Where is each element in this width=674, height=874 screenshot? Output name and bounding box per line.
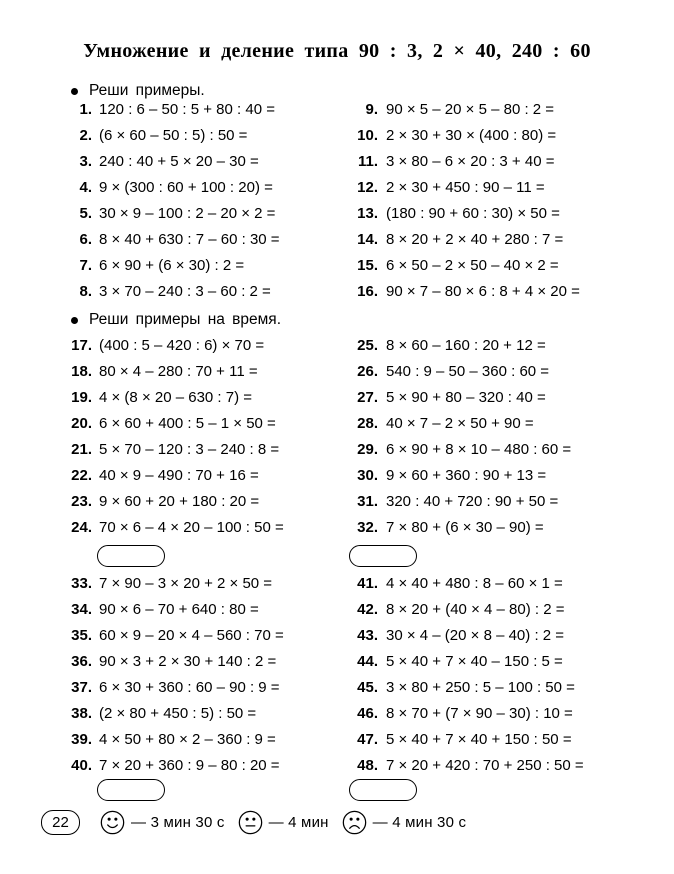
problem-number: 10.	[357, 127, 378, 144]
problem-row	[337, 97, 634, 123]
problem-number: 1.	[79, 101, 92, 118]
problem-expression: 320 : 40 + 720 : 90 + 50 =	[386, 493, 559, 510]
legend-item	[238, 810, 329, 835]
problem-row	[337, 515, 634, 541]
problem-expression: 5 × 70 – 120 : 3 – 240 : 8 =	[99, 441, 280, 458]
problem-row	[337, 623, 634, 649]
problem-number: 38.	[71, 705, 92, 722]
problem-row	[54, 437, 337, 463]
problems-group-1	[54, 97, 634, 305]
problem-number: 15.	[357, 257, 378, 274]
problem-number: 42.	[357, 601, 378, 618]
problem-expression: 7 × 80 + (6 × 30 – 90) =	[386, 519, 544, 536]
problem-row	[54, 359, 337, 385]
problem-number: 24.	[71, 519, 92, 536]
problem-number: 30.	[357, 467, 378, 484]
problem-row	[337, 753, 634, 779]
problem-number: 7.	[79, 257, 92, 274]
problem-number: 17.	[71, 337, 92, 354]
problem-number: 14.	[357, 231, 378, 248]
problem-expression: 7 × 20 + 420 : 70 + 250 : 50 =	[386, 757, 584, 774]
problem-number: 4.	[79, 179, 92, 196]
problem-number: 23.	[71, 493, 92, 510]
problem-row	[337, 123, 634, 149]
problems-column-left	[54, 97, 337, 305]
problem-row	[54, 701, 337, 727]
problem-expression: 120 : 6 – 50 : 5 + 80 : 40 =	[99, 101, 275, 118]
problem-number: 31.	[357, 493, 378, 510]
section-label: Реши примеры.	[89, 82, 205, 99]
problem-expression: (2 × 80 + 450 : 5) : 50 =	[99, 705, 257, 722]
problem-expression: (180 : 90 + 60 : 30) × 50 =	[386, 205, 560, 222]
section-header-solve-timed	[71, 310, 281, 330]
problem-number: 32.	[357, 519, 378, 536]
problem-expression: 90 × 7 – 80 × 6 : 8 + 4 × 20 =	[386, 283, 580, 300]
bullet-icon	[71, 88, 78, 95]
problem-expression: 30 × 4 – (20 × 8 – 40) : 2 =	[386, 627, 565, 644]
problem-row	[337, 597, 634, 623]
problem-row	[54, 753, 337, 779]
problem-row	[54, 649, 337, 675]
problem-number: 18.	[71, 363, 92, 380]
problems-column-right	[337, 97, 634, 305]
legend-item	[342, 810, 467, 835]
problem-expression: 5 × 40 + 7 × 40 – 150 : 5 =	[386, 653, 563, 670]
problem-expression: 5 × 90 + 80 – 320 : 40 =	[386, 389, 546, 406]
problem-row	[337, 279, 634, 305]
problem-expression: 9 × (300 : 60 + 100 : 20) =	[99, 179, 273, 196]
time-answer-box[interactable]	[349, 779, 417, 801]
page-title: Умножение и деление типа 90 : 3, 2 × 40, 240 : 60	[83, 40, 591, 62]
problem-number: 47.	[357, 731, 378, 748]
problem-row	[54, 727, 337, 753]
problem-number: 46.	[357, 705, 378, 722]
problem-expression: 40 × 7 – 2 × 50 + 90 =	[386, 415, 534, 432]
problem-row	[54, 175, 337, 201]
problem-row	[337, 175, 634, 201]
bullet-icon	[71, 317, 78, 324]
problem-row	[337, 385, 634, 411]
problem-number: 33.	[71, 575, 92, 592]
problem-row	[337, 149, 634, 175]
problem-number: 36.	[71, 653, 92, 670]
problem-expression: 8 × 20 + 2 × 40 + 280 : 7 =	[386, 231, 564, 248]
problem-number: 34.	[71, 601, 92, 618]
problem-expression: 8 × 20 + (40 × 4 – 80) : 2 =	[386, 601, 565, 618]
problem-expression: 9 × 60 + 360 : 90 + 13 =	[386, 467, 547, 484]
problem-number: 19.	[71, 389, 92, 406]
time-answer-box[interactable]	[349, 545, 417, 567]
problem-row	[54, 279, 337, 305]
problem-number: 9.	[365, 101, 378, 118]
problem-number: 28.	[357, 415, 378, 432]
problem-row	[337, 411, 634, 437]
problem-row	[337, 333, 634, 359]
time-answer-box[interactable]	[97, 779, 165, 801]
section-label: Реши примеры на время.	[89, 311, 282, 328]
problem-expression: 90 × 5 – 20 × 5 – 80 : 2 =	[386, 101, 555, 118]
time-answer-box[interactable]	[97, 545, 165, 567]
problem-expression: 8 × 40 + 630 : 7 – 60 : 30 =	[99, 231, 280, 248]
problem-number: 5.	[79, 205, 92, 222]
problem-number: 25.	[357, 337, 378, 354]
problem-row	[54, 253, 337, 279]
problem-expression: 6 × 90 + 8 × 10 – 480 : 60 =	[386, 441, 572, 458]
problems-column-left	[54, 333, 337, 541]
problem-row	[54, 333, 337, 359]
sad-face-icon	[342, 810, 367, 835]
problem-number: 26.	[357, 363, 378, 380]
problem-row	[337, 227, 634, 253]
problem-expression: 4 × (8 × 20 – 630 : 7) =	[99, 389, 253, 406]
problem-expression: 3 × 80 – 6 × 20 : 3 + 40 =	[386, 153, 555, 170]
problem-number: 39.	[71, 731, 92, 748]
problem-row	[54, 463, 337, 489]
problem-row	[54, 123, 337, 149]
problem-row	[54, 149, 337, 175]
legend-time-label: — 4 мин 30 с	[372, 814, 467, 831]
problem-number: 20.	[71, 415, 92, 432]
problem-row	[337, 701, 634, 727]
page-number-badge: 22	[41, 810, 80, 835]
problem-number: 44.	[357, 653, 378, 670]
problem-expression: 3 × 80 + 250 : 5 – 100 : 50 =	[386, 679, 575, 696]
problem-expression: 90 × 6 – 70 + 640 : 80 =	[99, 601, 259, 618]
problem-expression: 9 × 60 + 20 + 180 : 20 =	[99, 493, 260, 510]
problem-number: 35.	[71, 627, 92, 644]
problem-row	[337, 675, 634, 701]
problem-expression: 6 × 50 – 2 × 50 – 40 × 2 =	[386, 257, 559, 274]
problem-row	[337, 649, 634, 675]
problem-row	[337, 437, 634, 463]
problem-number: 43.	[357, 627, 378, 644]
problems-column-right	[337, 571, 634, 779]
problem-number: 37.	[71, 679, 92, 696]
legend-item	[100, 810, 225, 835]
problem-row	[54, 597, 337, 623]
problem-number: 21.	[71, 441, 92, 458]
problem-number: 2.	[79, 127, 92, 144]
problem-expression: 6 × 30 + 360 : 60 – 90 : 9 =	[99, 679, 280, 696]
happy-face-icon	[100, 810, 125, 835]
problem-row	[54, 623, 337, 649]
problems-column-right	[337, 333, 634, 541]
problem-expression: (400 : 5 – 420 : 6) × 70 =	[99, 337, 265, 354]
problem-row	[337, 571, 634, 597]
problem-row	[337, 201, 634, 227]
problem-row	[54, 385, 337, 411]
problem-expression: 4 × 40 + 480 : 8 – 60 × 1 =	[386, 575, 563, 592]
problem-row	[54, 97, 337, 123]
problem-expression: 90 × 3 + 2 × 30 + 140 : 2 =	[99, 653, 277, 670]
problem-expression: 8 × 60 – 160 : 20 + 12 =	[386, 337, 546, 354]
problem-expression: 30 × 9 – 100 : 2 – 20 × 2 =	[99, 205, 276, 222]
problem-row	[337, 463, 634, 489]
problem-expression: 40 × 9 – 490 : 70 + 16 =	[99, 467, 259, 484]
problem-number: 41.	[357, 575, 378, 592]
problem-expression: 3 × 70 – 240 : 3 – 60 : 2 =	[99, 283, 271, 300]
legend-time-label: — 4 мин	[268, 814, 329, 831]
problem-number: 3.	[79, 153, 92, 170]
problems-column-left	[54, 571, 337, 779]
problem-row	[337, 253, 634, 279]
problem-row	[54, 201, 337, 227]
problem-row	[54, 675, 337, 701]
problem-expression: 2 × 30 + 30 × (400 : 80) =	[386, 127, 557, 144]
problem-expression: 60 × 9 – 20 × 4 – 560 : 70 =	[99, 627, 284, 644]
problem-number: 40.	[71, 757, 92, 774]
problem-row	[54, 515, 337, 541]
problem-row	[54, 571, 337, 597]
problem-expression: 7 × 90 – 3 × 20 + 2 × 50 =	[99, 575, 273, 592]
problem-row	[337, 489, 634, 515]
problem-number: 27.	[357, 389, 378, 406]
legend-time-label: — 3 мин 30 с	[131, 814, 225, 831]
problem-number: 13.	[357, 205, 378, 222]
problem-expression: 6 × 60 + 400 : 5 – 1 × 50 =	[99, 415, 276, 432]
problem-number: 12.	[357, 179, 378, 196]
problem-expression: 5 × 40 + 7 × 40 + 150 : 50 =	[386, 731, 572, 748]
problem-expression: 80 × 4 – 280 : 70 + 11 =	[99, 363, 258, 380]
problem-number: 22.	[71, 467, 92, 484]
problem-expression: 540 : 9 – 50 – 360 : 60 =	[386, 363, 550, 380]
problem-expression: 70 × 6 – 4 × 20 – 100 : 50 =	[99, 519, 284, 536]
problem-expression: 240 : 40 + 5 × 20 – 30 =	[99, 153, 259, 170]
problem-row	[54, 227, 337, 253]
problem-row	[337, 727, 634, 753]
neutral-face-icon	[238, 810, 263, 835]
problem-number: 48.	[357, 757, 378, 774]
problem-expression: 6 × 90 + (6 × 30) : 2 =	[99, 257, 245, 274]
problem-expression: (6 × 60 – 50 : 5) : 50 =	[99, 127, 248, 144]
problem-number: 11.	[357, 153, 378, 170]
problem-number: 6.	[79, 231, 92, 248]
page-footer	[41, 810, 479, 835]
problem-row	[337, 359, 634, 385]
problem-expression: 7 × 20 + 360 : 9 – 80 : 20 =	[99, 757, 280, 774]
problem-number: 29.	[357, 441, 378, 458]
problems-group-2	[54, 333, 634, 541]
problem-row	[54, 489, 337, 515]
problem-expression: 2 × 30 + 450 : 90 – 11 =	[386, 179, 545, 196]
problem-number: 45.	[357, 679, 378, 696]
time-legend	[100, 810, 479, 835]
problem-expression: 8 × 70 + (7 × 90 – 30) : 10 =	[386, 705, 573, 722]
problem-number: 16.	[357, 283, 378, 300]
problems-group-3	[54, 571, 634, 779]
problem-expression: 4 × 50 + 80 × 2 – 360 : 9 =	[99, 731, 276, 748]
problem-number: 8.	[79, 283, 92, 300]
problem-row	[54, 411, 337, 437]
